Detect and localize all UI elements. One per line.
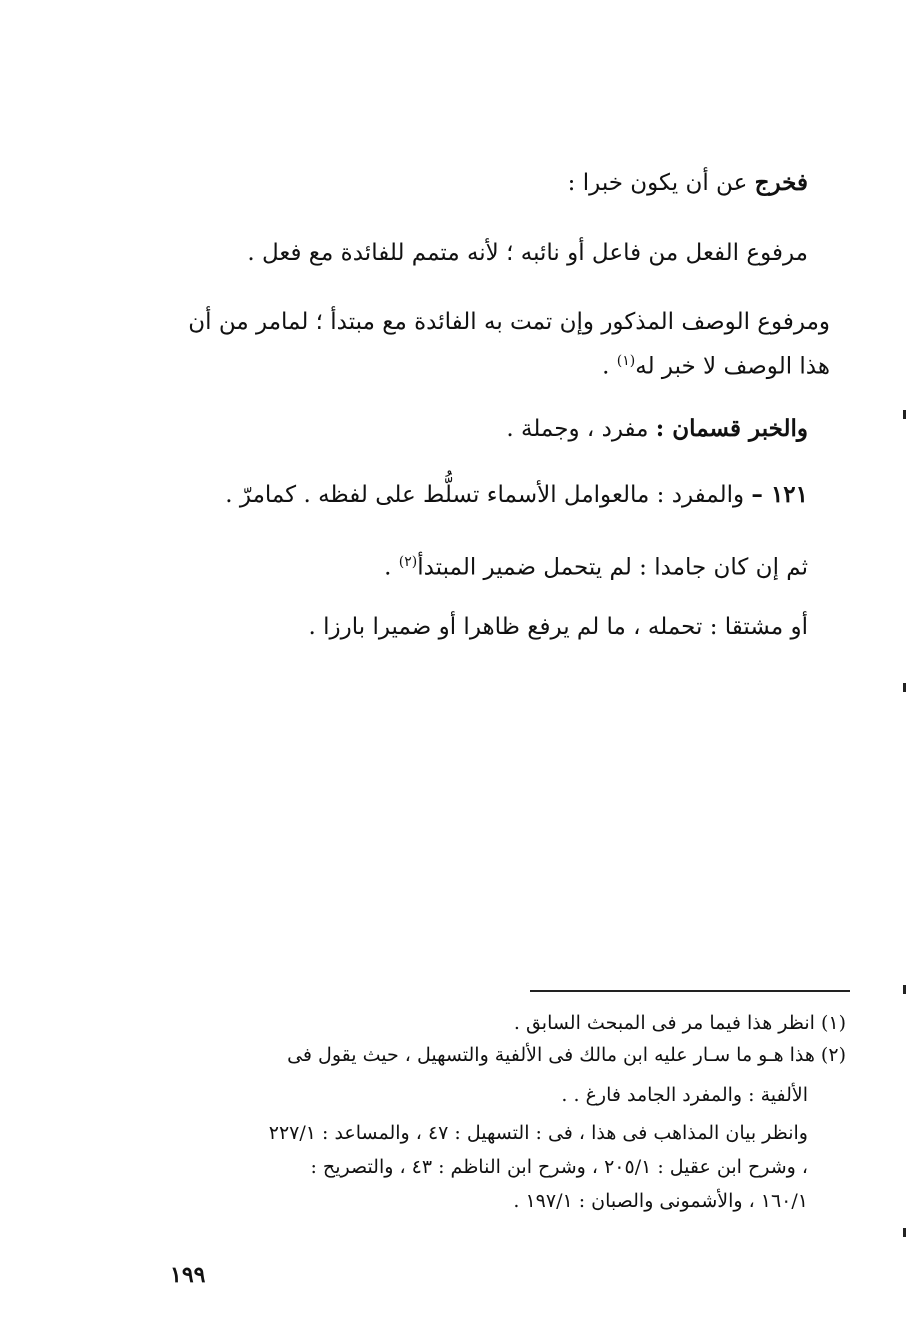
footnote-ref-2: (٢) (398, 554, 418, 570)
footnote-1: (١) انظر هذا فيما مر فى المبحث السابق . (513, 1012, 846, 1034)
paragraph-6-text: ثم إن كان جامدا : لم يتحمل ضمير المبتدأ (417, 554, 808, 581)
footnote-separator (530, 990, 850, 992)
paragraph-3-line-1: ومرفوع الوصف المذكور وإن تمت به الفائدة مع مبتدأ ؛ لمامر من أن (188, 309, 830, 335)
footnote-2-line-4: ، وشرح ابن عقيل : ٢٠٥/١ ، وشرح ابن الناظم : ٤٣ ، والتصريح : (310, 1156, 808, 1178)
footnote-2-line-3: وانظر بيان المذاهب فى هذا ، فى : التسهيل : ٤٧ ، والمساعد : ٢٢٧/١ (268, 1122, 808, 1144)
scan-mark (903, 683, 906, 692)
paragraph-5 (225, 478, 808, 512)
paragraph-5-text: والمفرد : مالعوامل الأسماء تسلُّط على لفظه . كمامرّ . (225, 482, 752, 508)
paragraph-6-end: . (384, 554, 399, 581)
paragraph-2: مرفوع الفعل من فاعل أو نائبه ؛ لأنه متمم للفائدة مع فعل . (247, 240, 808, 266)
scan-mark (903, 410, 906, 419)
paragraph-7: أو مشتقا : تحمله ، ما لم يرفع ظاهرا أو ضميرا بارزا . (308, 614, 808, 640)
footnote-ref-1: (١) (616, 353, 636, 369)
paragraph-4-bold: والخبر قسمان : (655, 415, 808, 442)
paragraph-3-line-2 (602, 344, 830, 384)
paragraph-3-end: . (602, 353, 617, 380)
paragraph-4 (506, 412, 808, 446)
paragraph-1 (568, 166, 808, 200)
paragraph-3-text: هذا الوصف لا خبر له (635, 353, 830, 380)
section-number: ١٢١ – (751, 481, 808, 508)
scan-mark (903, 985, 906, 994)
paragraph-1-bold: فخرج (754, 169, 808, 196)
paragraph-4-text: مفرد ، وجملة . (506, 416, 656, 442)
page-number: ١٩٩ (170, 1262, 206, 1288)
paragraph-6 (384, 545, 808, 585)
footnote-2-line-1: (٢) هذا هـو ما سـار عليه ابن مالك فى الألفية والتسهيل ، حيث يقول فى (287, 1044, 846, 1066)
scan-mark (903, 1228, 906, 1237)
paragraph-1-text: عن أن يكون خبرا : (567, 170, 755, 196)
footnote-2-line-2: الألفية : والمفرد الجامد فارغ . . (561, 1084, 808, 1106)
footnote-2-line-5: ١٦٠/١ ، والأشمونى والصبان : ١٩٧/١ . (513, 1190, 808, 1212)
